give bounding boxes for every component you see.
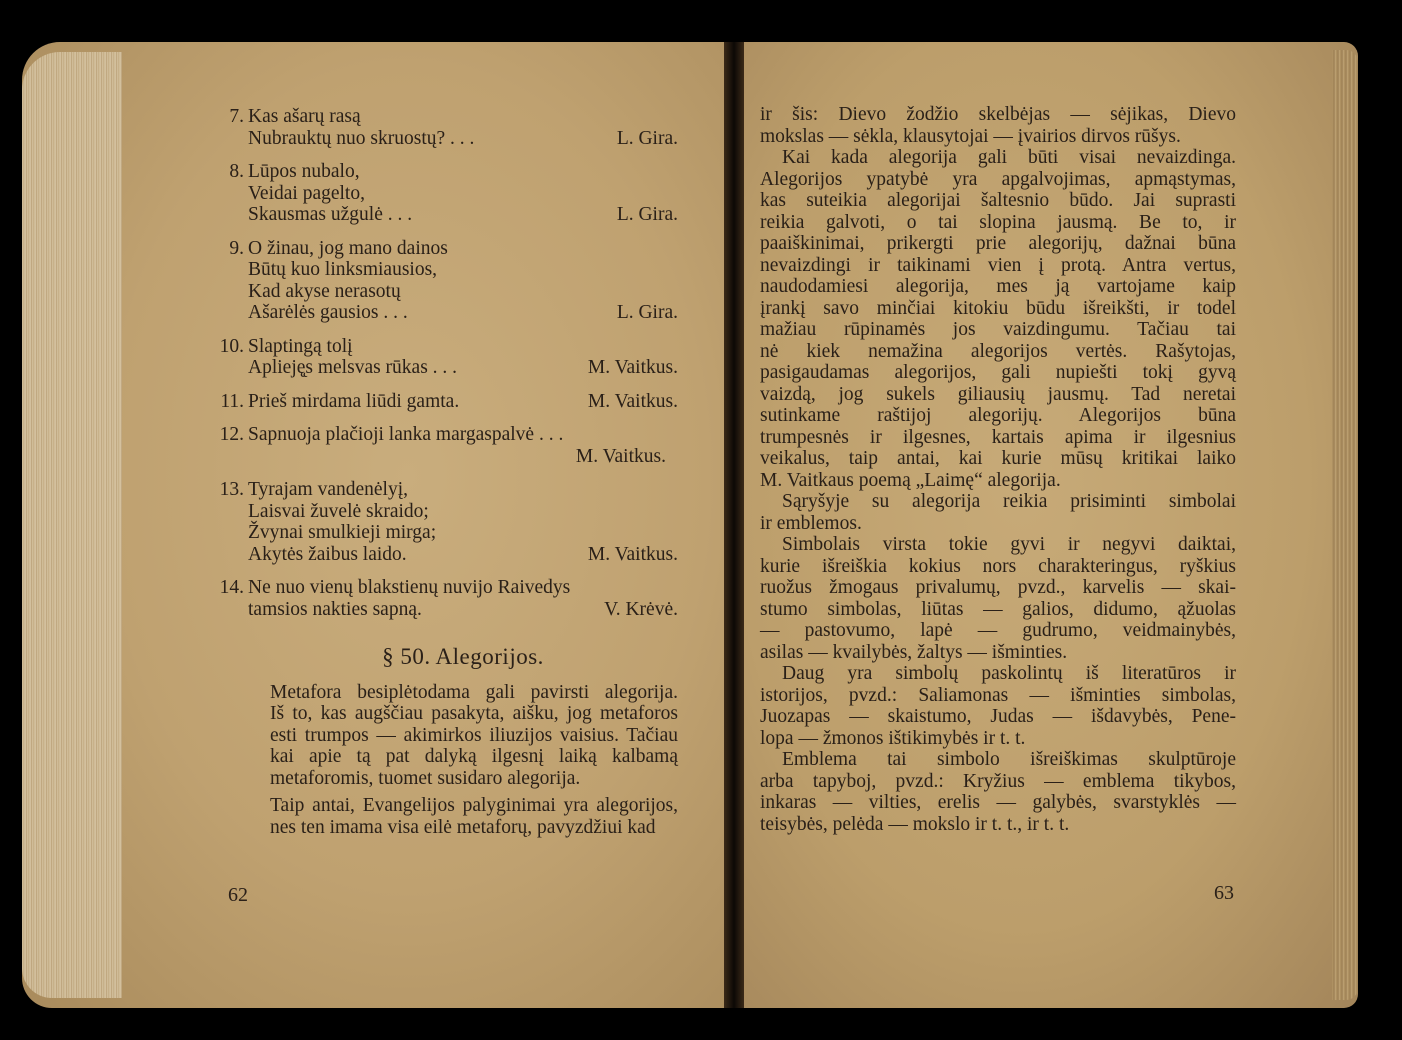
text-line: Sąryšyje su alegorija reikia prisiminti simbolai bbox=[782, 491, 1236, 512]
text-line: esti trumpos — akimirkos iliuzijos vaisius. Tačiau bbox=[270, 724, 678, 746]
item-number: 9. bbox=[229, 237, 244, 259]
list-item bbox=[229, 237, 678, 324]
text-line: kai apie tą pat dalyką ilgesnį laiką kalbamą bbox=[270, 746, 678, 767]
item-number: 7. bbox=[229, 106, 244, 127]
text-line: ir šis: Dievo žodžio skelbėjas — sėjikas, Dievo bbox=[760, 104, 1236, 125]
text-line: Simbolais virsta tokie gyvi ir negyvi daiktai, bbox=[782, 534, 1236, 555]
text-line: kas suteikia alegorijai šaltesnio būdo. Jai suprasti bbox=[760, 190, 1236, 211]
author-name: M. Vaitkus. bbox=[575, 445, 666, 467]
book-gutter bbox=[724, 42, 744, 1008]
text-line: nevaizdingi ir taikinami vien į protą. Antra vertus, bbox=[760, 254, 1236, 276]
text-line: Daug yra simbolų paskolintų iš literatūros ir bbox=[782, 663, 1236, 684]
paragraph-metafora bbox=[248, 682, 678, 790]
text-line: Taip antai, Evangelijos palyginimai yra alegorijos, bbox=[270, 795, 678, 816]
list-item bbox=[219, 577, 678, 620]
author-name: M. Vaitkus. bbox=[587, 357, 678, 378]
text-line: kurie išreiškia kokius nors charakteringus, ryškius bbox=[760, 555, 1236, 577]
text-line: nes ten imama visa eilė metaforų, pavyzdžiui kad bbox=[270, 816, 656, 838]
verse-line: Ašarėlės gausios . . . bbox=[248, 302, 408, 323]
verse-line: tamsios nakties sapną. bbox=[248, 598, 422, 620]
text-line: įrankį savo minčiai kitokiu būdu išreikšti, ir todel bbox=[760, 297, 1236, 319]
list-item bbox=[220, 390, 678, 413]
page-number-right: 63 bbox=[1214, 882, 1234, 904]
text-line: asilas — kvailybės, žaltys — išminties. bbox=[760, 641, 1068, 663]
text-line: Metafora besiplėtodama gali pavirsti alegorija. bbox=[270, 681, 678, 703]
item-number: 10. bbox=[219, 335, 244, 357]
list-item bbox=[229, 161, 678, 226]
text-line: Kai kada alegorija gali būti visai nevaizdinga. bbox=[782, 147, 1236, 168]
item-number: 8. bbox=[229, 161, 244, 182]
author-name: L. Gira. bbox=[616, 302, 678, 323]
verse-line: Aplieję̨s melsvas rūkas . . . bbox=[248, 357, 458, 378]
text-line: M. Vaitkaus poemą „Laimę“ alegorija. bbox=[760, 469, 1061, 491]
page-edges bbox=[22, 52, 122, 998]
list-item bbox=[219, 479, 678, 565]
list-item bbox=[229, 106, 678, 149]
left-page-text bbox=[219, 106, 678, 838]
text-line: reikia galvoti, o tai slopina jausmą. Be to, ir bbox=[760, 211, 1236, 233]
text-line: Emblema tai simbolo išreiškimas skulptūroje bbox=[782, 749, 1236, 770]
verse-line: O žinau, jog mano dainos bbox=[248, 237, 448, 259]
list-item bbox=[219, 335, 678, 379]
author-name: L. Gira. bbox=[616, 127, 678, 149]
verse-line: Ne nuo vienų blakstienų nuvijo Raivedys bbox=[248, 577, 571, 598]
author-name: V. Krėvė. bbox=[604, 598, 678, 620]
item-number: 11. bbox=[220, 390, 244, 412]
right-page-edges bbox=[1332, 50, 1358, 1000]
verse-line: Laisvai žuvelė skraido; bbox=[248, 500, 429, 522]
verse-line: Žvynai smulkieji mirga; bbox=[248, 522, 437, 543]
example-list bbox=[219, 106, 678, 620]
text-line: vaizdą, jog sukels giliausių jausmų. Tad neretai bbox=[760, 383, 1236, 405]
page-number-left: 62 bbox=[228, 884, 248, 906]
text-line: naudodamiesi alegorija, mes ją vartojame kaip bbox=[760, 276, 1236, 297]
item-number: 13. bbox=[219, 479, 244, 500]
text-line: stumo simbolas, liūtas — galios, didumo, ąžuolas bbox=[760, 598, 1236, 620]
verse-line: Kas ašarų rasą bbox=[248, 106, 361, 127]
text-line: paaiškinimai, prikergti prie alegorijų, dažnai būna bbox=[760, 233, 1236, 254]
text-line: trumpesnės ir ilgesnes, kartais apima ir ilgesnius bbox=[760, 426, 1236, 448]
paragraph-evangelija bbox=[248, 795, 678, 838]
text-line: ruožus žmogaus privalumų, pvzd., karvelis — skai- bbox=[760, 577, 1236, 598]
right-page-text bbox=[760, 104, 1236, 835]
text-line: arba tapyboj, pvzd.: Kryžius — emblema tikybos, bbox=[760, 770, 1236, 792]
text-line: teisybės, pelėda — mokslo ir t. t., ir t. t. bbox=[760, 813, 1070, 835]
text-line: istorijos, pvzd.: Saliamonas — išminties simbolas, bbox=[760, 684, 1236, 706]
verse-line: Lūpos nubalo, bbox=[248, 161, 360, 182]
verse-line: Skausmas užgulė . . . bbox=[248, 204, 413, 225]
text-line: mažiau rūpinamės jos vaizdingumu. Tačiau tai bbox=[760, 319, 1236, 340]
verse-line: Nubrauktų nuo skruostų? . . . bbox=[248, 127, 475, 149]
text-line: Iš to, kas augščiau pasakyta, aišku, jog metaforos bbox=[270, 703, 678, 724]
author-name: M. Vaitkus. bbox=[587, 543, 678, 565]
item-number: 12. bbox=[219, 424, 244, 445]
list-item bbox=[219, 424, 678, 467]
text-line: lopa — žmonos ištikimybės ir t. t. bbox=[760, 727, 1026, 749]
author-name: M. Vaitkus. bbox=[587, 390, 678, 412]
verse-line: Sapnuoja plačioji lanka margaspalvė . . . bbox=[248, 424, 564, 445]
item-number: 14. bbox=[219, 577, 244, 598]
verse-line: Veidai pagelto, bbox=[248, 182, 365, 204]
text-line: sutinkame raštijoj alegorijų. Alegorijos būna bbox=[760, 405, 1236, 426]
section-heading: § 50. Alegorijos. bbox=[382, 644, 544, 669]
text-line: veikalus, taip antai, kai kurie mūsų kritikai laiko bbox=[760, 448, 1236, 469]
text-line: — pastovumo, lapė — gudrumo, veidmainybės, bbox=[760, 620, 1236, 641]
text-line: inkaras — vilties, erelis — galybės, svarstyklės — bbox=[760, 792, 1236, 813]
text-line: metaforomis, tuomet susidaro alegorija. bbox=[270, 767, 581, 789]
text-line: pasigaudamas alegorijos, gali nupiešti tokį gyvą bbox=[760, 362, 1236, 383]
author-name: L. Gira. bbox=[616, 204, 678, 225]
text-line: ir emblemos. bbox=[760, 512, 862, 534]
verse-line: Būtų kuo linksmiausios, bbox=[248, 259, 438, 280]
verse-line: Prieš mirdama liūdi gamta. bbox=[248, 390, 460, 412]
text-line: Alegorijos ypatybė yra apgalvojimas, apmąstymas, bbox=[760, 168, 1236, 190]
verse-line: Akytės žaibus laido. bbox=[248, 543, 407, 565]
verse-line: Tyrajam vandenėlyį, bbox=[248, 479, 408, 500]
verse-line: Slaptingą tolį bbox=[248, 335, 353, 357]
text-line: Juozapas — skaistumo, Judas — išdavybės, Pene- bbox=[760, 706, 1236, 727]
text-line: mokslas — sėkla, klausytojai — įvairios dirvos rūšys. bbox=[760, 125, 1181, 147]
verse-line: Kad akyse nerasotų bbox=[248, 280, 401, 302]
text-line: nė kiek nemažina alegorijos vertės. Rašytojas, bbox=[760, 340, 1236, 362]
